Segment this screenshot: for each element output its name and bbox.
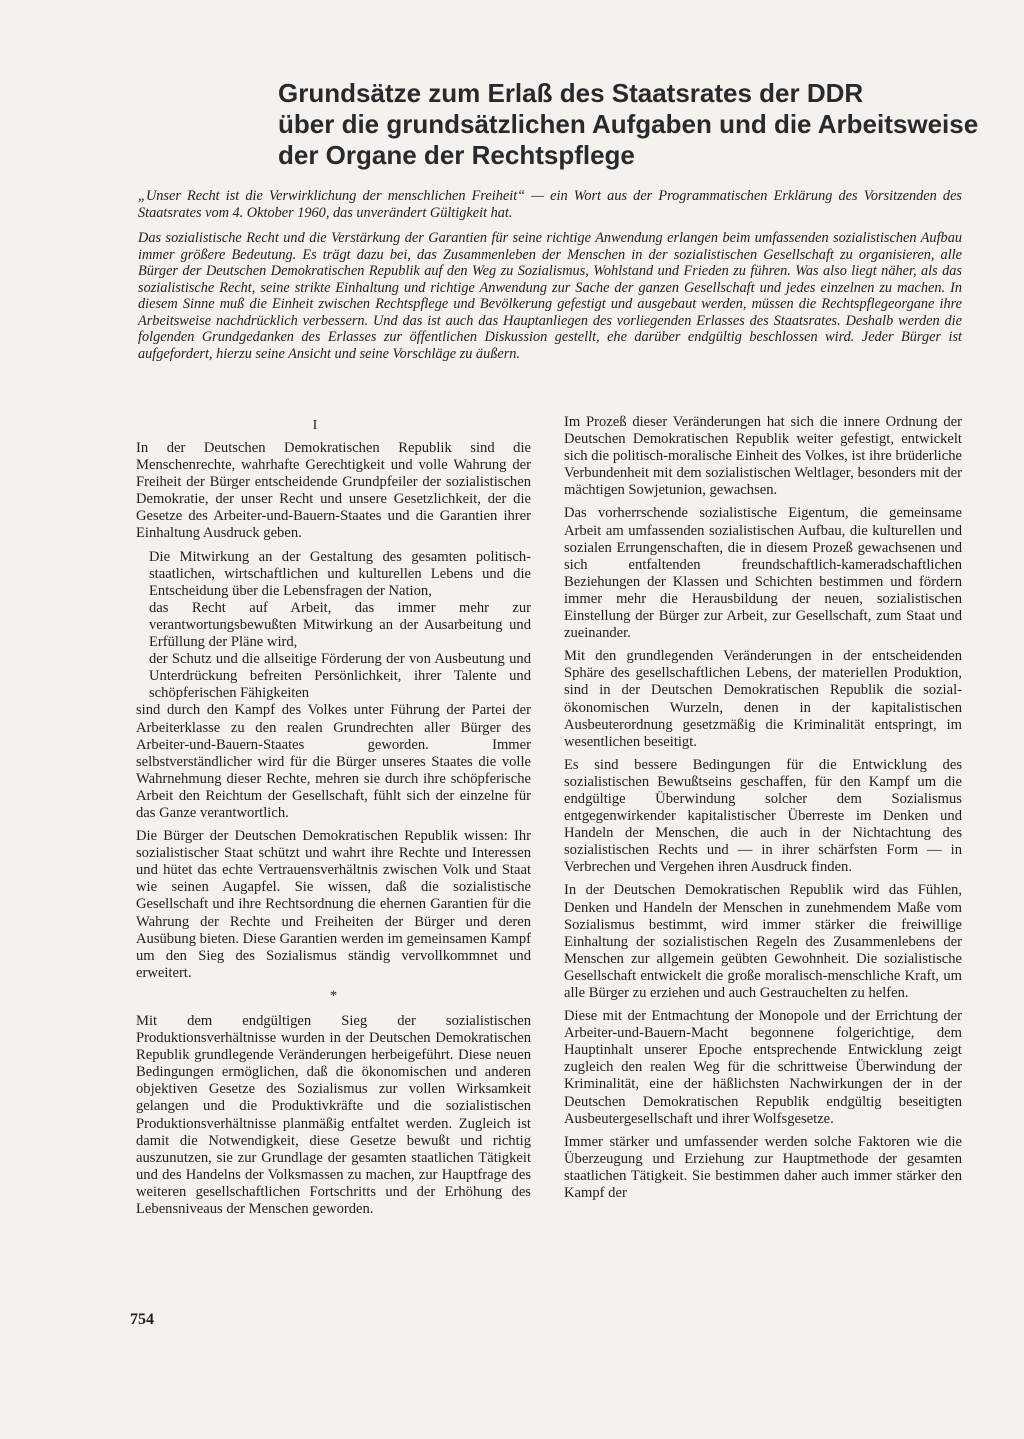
indented-paragraph: das Recht auf Arbeit, das immer mehr zur verantwortungsbewußten Mitwirkung an der Ausarbeitung und Erfüllung der Pläne wird, xyxy=(149,599,531,651)
intro-block xyxy=(138,188,962,371)
title-line: über die grundsätzlichen Aufgaben und die Arbeitsweise xyxy=(278,109,979,139)
paragraph: Das vorherrschende sozialistische Eigentum, die gemeinsame Arbeit am umfassenden sozialistischen Aufbau, die kulturellen und sozialen Errungenschaften, die in diesem Prozeß gewachsenen und sich entfaltenden freundschaftlich-kameradschaftlichen Beziehungen der Klassen und Schichten bestimmen und fördern immer mehr die Herausbildung der neuen, sozialistischen Einstellung der Bürger zur Arbeit, zur Gesellschaft, zum Staat und zueinander. xyxy=(564,505,962,642)
paragraph: Diese mit der Entmachtung der Monopole und der Errichtung der Arbeiter-und-Bauern-Macht begonnene folgerichtige, dem Hauptinhalt unserer Epoche entsprechende Entwicklung zeigt zugleich den realen Weg für die schrittweise Überwindung der Kriminalität, eine der häßlichsten Nachwirkungen der in der Deutschen Demokratischen Republik endgültig beseitigten Ausbeutergesellschaft und ihrer Wolfsgesetze. xyxy=(564,1008,962,1127)
paragraph: Es sind bessere Bedingungen für die Entwicklung des sozialistischen Bewußtseins geschaffen, für den Kampf um die endgültige Überwindung solcher dem Sozialismus entgegenwirkender kapitalistischer Überreste im Denken und Handeln der Menschen, die auch in der Nichtachtung des sozialistischen Rechts und — in ihrer schärfsten Form — in Verbrechen und Vergehen ihren Ausdruck finden. xyxy=(564,756,962,876)
paragraph: Im Prozeß dieser Veränderungen hat sich die innere Ordnung der Deutschen Demokratischen Republik weiter gefestigt, entwickelt sich die politisch-moralische Einheit des Volkes, ist ihre brüderliche Verbundenheit mit dem sozialistischen Weltlager, besonders mit der mächtigen Sowjetunion, gewachsen. xyxy=(564,414,962,499)
intro-quote: „Unser Recht ist die Verwirklichung der menschlichen Freiheit“ — ein Wort aus der Programmatischen Erklärung des Vorsitzenden des Staatsrates vom 4. Oktober 1960, das unverändert Gültigkeit hat. xyxy=(138,188,962,221)
indented-paragraph: Die Mitwirkung an der Gestaltung des gesamten politisch-staatlichen, wirtschaftlichen und kulturellen Lebens und die Entscheidung über die Lebensfragen der Nation, xyxy=(149,548,531,599)
title-line: Grundsätze zum Erlaß des Staatsrates der DDR xyxy=(278,78,864,108)
intro-paragraph: Das sozialistische Recht und die Verstärkung der Garantien für seine richtige Anwendung erlangen beim umfassenden sozialistischen Aufbau immer größere Bedeutung. Es trägt dazu bei, das Zusammenleben der Menschen in der sozialistischen Gesellschaft zu organisieren, alle Bürger der Deutschen Demokratischen Republik auf den Weg zu Sozialismus, Wohlstand und Frieden zu führen. Was also liegt näher, als das sozialistische Recht, seine strikte Einhaltung und richtige Anwendung zur Sache der ganzen Gesellschaft und jedes einzelnen zu machen. In diesem Sinne muß die Einheit zwischen Rechtspflege und Bevölkerung gefestigt und ausgebaut werden, müssen die Rechtspflegeorgane ihre Arbeitsweise nachdrücklich verbessern. Und das ist auch das Hauptanliegen des vorliegenden Erlasses des Staatsrates. Deshalb werden die folgenden Grundgedanken des Erlasses zur öffentlichen Diskussion gestellt, ehe darüber endgültig beschlossen wird. Jeder Bürger ist aufgefordert, hierzu seine Ansicht und seine Vorschläge zu äußern. xyxy=(138,230,962,362)
right-column xyxy=(564,414,962,1208)
section-separator: * xyxy=(329,987,338,1004)
left-column xyxy=(136,440,531,1224)
paragraph: In der Deutschen Demokratischen Republik wird das Fühlen, Denken und Handeln der Menschen in zunehmendem Maße vom Sozialismus bestimmt, wird immer stärker die freiwillige Einhaltung der sozialistischen Regeln des Zusammenlebens der Menschen zur allgemein geübten Gewohnheit. Die sozialistische Gesellschaft entwickelt die große moralisch-menschliche Kraft, um alle Bürger zu erziehen und auch Gestrauchelten zu helfen. xyxy=(564,882,962,1001)
page-number: 754 xyxy=(130,1311,154,1328)
paragraph: In der Deutschen Demokratischen Republik sind die Menschenrechte, wahrhafte Gerechtigkeit und volle Wahrung der Freiheit der Bürger entscheidende Grundpfeiler der sozialistischen Demokratie, der unser Recht und unsere Gesetzlichkeit, der die Gesetze des Arbeiter-und-Bauern-Staates und die Garantien ihrer Einhaltung Ausdruck geben. xyxy=(136,440,531,542)
paragraph: Mit dem endgültigen Sieg der sozialistischen Produktionsverhältnisse wurden in der Deutschen Demokratischen Republik grundlegende Veränderungen herbeigeführt. Diese neuen Bedingungen ermöglichen, daß die ökonomischen und anderen objektiven Gesetze des Sozialismus zur vollen Wirksamkeit gelangen und die Produktivkräfte und die sozialistischen Produktionsverhältnisse planmäßig entfaltet werden. Zugleich ist damit die Notwendigkeit, diese Gesetze bewußt und richtig auszunutzen, sie zur Grundlage der gesamten staatlichen Tätigkeit und des Handelns der Volksmassen zu machen, zur Hauptfrage des weiteren gesellschaftlichen Fortschritts und der Erhöhung des Lebensniveaus der Menschen geworden. xyxy=(136,1013,531,1218)
indented-paragraph: der Schutz und die allseitige Förderung der von Ausbeutung und Unterdrückung befreiten Persönlichkeit, ihrer Talente und schöpferischen Fähigkeiten xyxy=(149,651,531,702)
paragraph: sind durch den Kampf des Volkes unter Führung der Partei der Arbeiterklasse zu den realen Grundrechten aller Bürger des Arbeiter-und-Bauern-Staates geworden. Immer selbstverständlicher wird für die Bürger unseres Staates die volle Wahrnehmung dieser Rechte, mehren sie durch ihre schöpferische Arbeit den Reichtum der Gesellschaft, fühlt sich der einzelne für das Ganze verantwortlich. xyxy=(136,702,531,821)
title-line: der Organe der Rechtspflege xyxy=(278,140,635,170)
section-number: I xyxy=(312,418,318,433)
paragraph: Die Bürger der Deutschen Demokratischen Republik wissen: Ihr sozialistischer Staat schützt und wahrt ihre Rechte und Interessen und hütet das echte Vertrauensverhältnis zwischen Volk und Staat wie seinen Augapfel. Sie wissen, daß die sozialistische Gesellschaft und ihre Rechtsordnung die ehernen Garantien für die Wahrung der Rechte und Freiheiten der Bürger und deren Ausübung bieten. Diese Garantien werden im gemeinsamen Kampf um den Sieg des Sozialismus ständig vervollkommnet und erweitert. xyxy=(136,828,531,981)
document-title xyxy=(278,78,978,171)
paragraph: Mit den grundlegenden Veränderungen in der entscheidenden Sphäre des gesellschaftlichen Lebens, der materiellen Produktion, sind in der Deutschen Demokratischen Republik die sozial-ökonomischen Wurzeln, denen in der kapitalistischen Ausbeuterordnung gesetzmäßig die Kriminalität entspringt, im wesentlichen beseitigt. xyxy=(564,648,962,750)
paragraph: Immer stärker und umfassender werden solche Faktoren wie die Überzeugung und Erziehung zur Hauptmethode der gesamten staatlichen Tätigkeit. Sie bestimmen daher auch immer stärker den Kampf der xyxy=(564,1133,962,1202)
